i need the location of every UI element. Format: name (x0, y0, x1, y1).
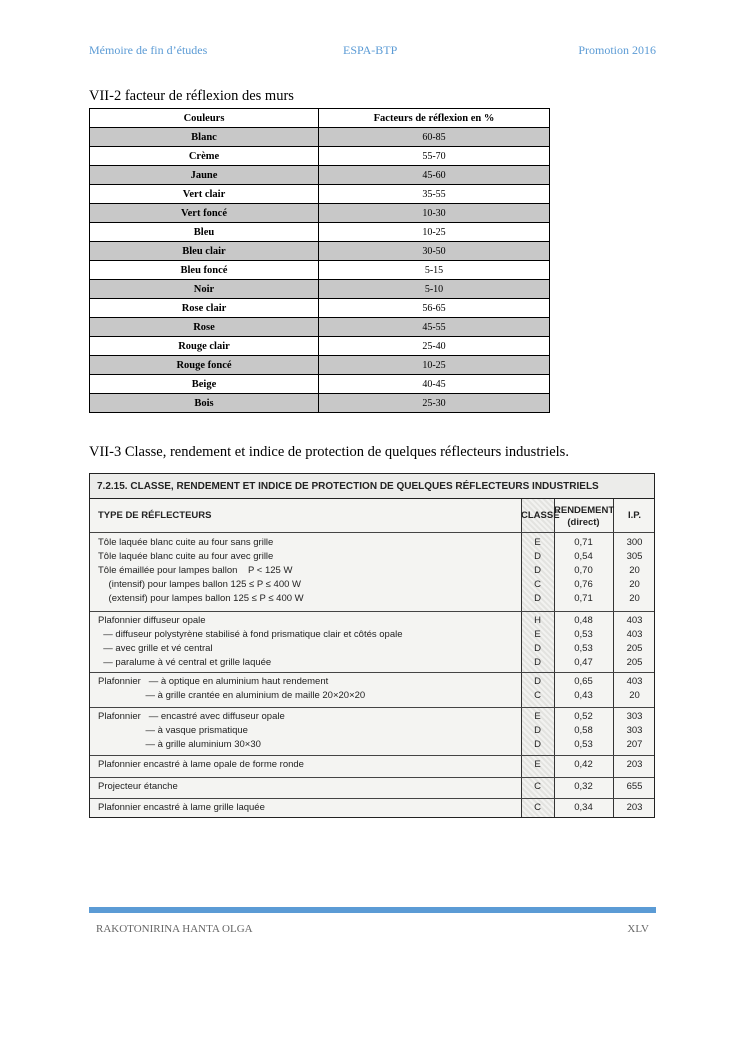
reflector-type-text: Plafonnier — encastré avec diffuseur opale (98, 711, 285, 722)
yield-cell: 0,71 (574, 537, 593, 548)
reflection-value-cell: 55-70 (319, 147, 550, 166)
column-header-factor: Facteurs de réflexion en % (319, 109, 550, 128)
class-cell: D (534, 565, 541, 576)
reflector-type-text: (extensif) pour lampes ballon 125 ≤ P ≤ 400 W (98, 593, 304, 604)
color-name-cell: Vert foncé (90, 204, 319, 223)
reflection-value-cell: 56-65 (319, 299, 550, 318)
column-header-class: CLASSE (521, 510, 560, 521)
reflector-table-scan (89, 473, 655, 818)
section-title-reflectors: VII-3 Classe, rendement et indice de protection de quelques réflecteurs industriels. (89, 444, 569, 460)
ip-cell: 205 (626, 643, 643, 654)
yield-cell: 0,47 (574, 657, 593, 668)
ip-cell: 300 (626, 537, 643, 548)
yield-cell: 0,65 (574, 676, 593, 687)
reflector-type-text: — à grille crantée en aluminium de maille 20×20×20 (98, 690, 366, 701)
reflection-value-cell: 25-40 (319, 337, 550, 356)
color-name-cell: Rouge foncé (90, 356, 319, 375)
class-cell: C (534, 781, 541, 792)
reflection-value-cell: 10-25 (319, 356, 550, 375)
reflector-type-text: Tôle laquée blanc cuite au four sans grille (98, 537, 274, 548)
column-header-ip: I.P. (627, 510, 642, 521)
table-row (90, 394, 550, 413)
yield-cell: 0,53 (574, 739, 593, 750)
reflector-type-text: Plafonnier diffuseur opale (98, 615, 206, 626)
table-row (90, 128, 550, 147)
yield-cell: 0,58 (574, 725, 593, 736)
color-name-cell: Crème (90, 147, 319, 166)
class-cell: C (534, 579, 541, 590)
reflection-value-cell: 5-10 (319, 280, 550, 299)
color-name-cell: Noir (90, 280, 319, 299)
ip-cell: 205 (626, 657, 643, 668)
yield-cell: 0,54 (574, 551, 593, 562)
color-name-cell: Vert clair (90, 185, 319, 204)
reflector-type-text: Tôle laquée blanc cuite au four avec grille (98, 551, 274, 562)
reflector-type-text: — à vasque prismatique (98, 725, 248, 736)
reflection-value-cell: 10-25 (319, 223, 550, 242)
header-document-title: Mémoire de fin d’études (89, 43, 208, 57)
reflection-value-cell: 45-60 (319, 166, 550, 185)
yield-cell: 0,71 (574, 593, 593, 604)
ip-cell: 20 (629, 579, 640, 590)
color-name-cell: Jaune (90, 166, 319, 185)
yield-cell: 0,43 (574, 690, 593, 701)
reflector-type-text: — paralume à vé central et grille laquée (98, 657, 272, 668)
ip-cell: 305 (626, 551, 643, 562)
color-name-cell: Bleu (90, 223, 319, 242)
reflector-type-text: Projecteur étanche (98, 781, 178, 792)
reflection-value-cell: 40-45 (319, 375, 550, 394)
table-row (90, 147, 550, 166)
table-row (90, 318, 550, 337)
ip-cell: 20 (629, 690, 640, 701)
class-cell: E (534, 537, 541, 548)
reflection-value-cell: 35-55 (319, 185, 550, 204)
table-row (90, 242, 550, 261)
column-header-yield-sub: (direct) (567, 517, 600, 528)
color-name-cell: Beige (90, 375, 319, 394)
yield-cell: 0,42 (574, 759, 593, 770)
color-name-cell: Blanc (90, 128, 319, 147)
table-row (90, 356, 550, 375)
reflector-type-text: — avec grille et vé central (98, 643, 213, 654)
reflection-value-cell: 30-50 (319, 242, 550, 261)
class-cell: E (534, 711, 541, 722)
section-title-reflection: VII-2 facteur de réflexion des murs (89, 88, 294, 104)
table-row (90, 280, 550, 299)
table-row (90, 185, 550, 204)
divider (90, 777, 654, 778)
color-name-cell: Rose clair (90, 299, 319, 318)
divider (90, 532, 654, 533)
reflector-type-text: (intensif) pour lampes ballon 125 ≤ P ≤ 400 W (98, 579, 301, 590)
yield-cell: 0,48 (574, 615, 593, 626)
divider (90, 611, 654, 612)
table-row (90, 375, 550, 394)
color-name-cell: Rose (90, 318, 319, 337)
ip-cell: 303 (626, 711, 643, 722)
ip-cell: 403 (626, 676, 643, 687)
class-cell: D (534, 593, 541, 604)
table-row (90, 261, 550, 280)
yield-cell: 0,70 (574, 565, 593, 576)
class-cell: D (534, 551, 541, 562)
ip-cell: 20 (629, 593, 640, 604)
class-cell: D (534, 657, 541, 668)
table-header-row (90, 109, 550, 128)
color-name-cell: Rouge clair (90, 337, 319, 356)
reflector-type-text: Plafonnier encastré à lame grille laquée (98, 802, 265, 813)
ip-cell: 303 (626, 725, 643, 736)
class-cell: D (534, 739, 541, 750)
divider (90, 755, 654, 756)
class-cell: C (534, 802, 541, 813)
header-promotion: Promotion 2016 (578, 43, 656, 57)
yield-cell: 0,53 (574, 629, 593, 640)
divider (90, 798, 654, 799)
footer-bar (89, 907, 656, 913)
reflector-type-text: Plafonnier — à optique en aluminium haut rendement (98, 676, 329, 687)
divider (90, 672, 654, 673)
header-school: ESPA-BTP (343, 43, 398, 57)
class-cell: D (534, 725, 541, 736)
table-row (90, 223, 550, 242)
divider (90, 707, 654, 708)
table-row (90, 299, 550, 318)
table-row (90, 166, 550, 185)
class-cell: D (534, 643, 541, 654)
reflection-factor-table (89, 108, 550, 413)
ip-cell: 655 (626, 781, 643, 792)
column-header-colors: Couleurs (90, 109, 319, 128)
yield-cell: 0,34 (574, 802, 593, 813)
reflector-type-text: — diffuseur polystyrène stabilisé à fond prismatique clair et côtés opale (98, 629, 403, 640)
color-name-cell: Bleu clair (90, 242, 319, 261)
ip-cell: 403 (626, 615, 643, 626)
footer-author: RAKOTONIRINA HANTA OLGA (96, 923, 253, 935)
reflector-type-text: Tôle émaillée pour lampes ballon P < 125 W (98, 565, 293, 576)
yield-cell: 0,32 (574, 781, 593, 792)
reflection-value-cell: 25-30 (319, 394, 550, 413)
table-row (90, 204, 550, 223)
class-cell: D (534, 676, 541, 687)
reflection-value-cell: 10-30 (319, 204, 550, 223)
yield-cell: 0,52 (574, 711, 593, 722)
ip-cell: 203 (626, 802, 643, 813)
reflector-type-text: Plafonnier encastré à lame opale de forme ronde (98, 759, 304, 770)
column-header-type: TYPE DE RÉFLECTEURS (98, 510, 212, 521)
ip-cell: 20 (629, 565, 640, 576)
color-name-cell: Bleu foncé (90, 261, 319, 280)
color-name-cell: Bois (90, 394, 319, 413)
column-header-yield: RENDEMENT (554, 505, 615, 516)
ip-cell: 403 (626, 629, 643, 640)
yield-cell: 0,76 (574, 579, 593, 590)
reflection-value-cell: 60-85 (319, 128, 550, 147)
reflection-value-cell: 45-55 (319, 318, 550, 337)
scan-banner-title: 7.2.15. CLASSE, RENDEMENT ET INDICE DE PROTECTION DE QUELQUES RÉFLECTEURS INDUSTRIELS (90, 474, 654, 499)
ip-cell: 207 (626, 739, 643, 750)
class-cell: C (534, 690, 541, 701)
reflection-value-cell: 5-15 (319, 261, 550, 280)
class-cell: H (534, 615, 541, 626)
class-cell: E (534, 759, 541, 770)
table-row (90, 337, 550, 356)
reflector-type-text: — à grille aluminium 30×30 (98, 739, 261, 750)
footer-page-number: XLV (627, 923, 649, 935)
ip-cell: 203 (626, 759, 643, 770)
yield-cell: 0,53 (574, 643, 593, 654)
class-cell: E (534, 629, 541, 640)
